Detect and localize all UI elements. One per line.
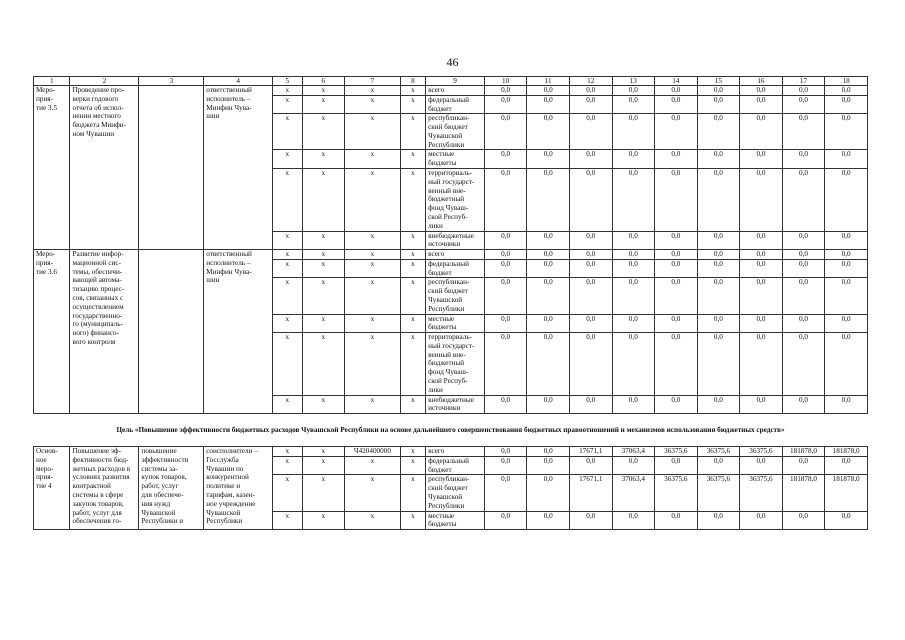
value-cell: 0,0: [740, 333, 783, 395]
value-cell: 0,0: [825, 169, 868, 231]
code-cell: x: [400, 231, 425, 250]
value-cell: 0,0: [527, 86, 570, 96]
code-cell: x: [345, 456, 401, 475]
value-cell: 0,0: [569, 95, 612, 114]
code-cell: x: [302, 333, 345, 395]
value-cell: 0,0: [612, 259, 655, 278]
value-cell: 0,0: [782, 150, 825, 169]
value-cell: 0,0: [697, 314, 740, 333]
code-cell: x: [345, 169, 401, 231]
code-cell: x: [400, 169, 425, 231]
value-cell: 0,0: [740, 95, 783, 114]
value-cell: 0,0: [484, 150, 527, 169]
value-cell: 0,0: [527, 511, 570, 530]
value-cell: 0,0: [655, 231, 698, 250]
code-cell: x: [302, 231, 345, 250]
value-cell: 0,0: [484, 259, 527, 278]
main-event-4-goal-indicator: повышение эффективности системы за- купок товаров, работ, услуг для обеспече- ния нужд Чувашской Республики и: [139, 447, 204, 530]
value-cell: 36375,6: [697, 447, 740, 457]
code-cell: x: [400, 475, 425, 511]
code-cell: x: [400, 456, 425, 475]
value-cell: 0,0: [782, 114, 825, 150]
value-cell: 0,0: [825, 395, 868, 414]
value-cell: 0,0: [782, 169, 825, 231]
code-cell: x: [273, 475, 302, 511]
code-cell: x: [273, 333, 302, 395]
value-cell: 0,0: [569, 169, 612, 231]
funding-source: внебюджетные источники: [426, 395, 485, 414]
code-cell: x: [302, 395, 345, 414]
code-cell: x: [302, 456, 345, 475]
event-3-6-executor: ответственный исполнитель – Минфин Чува- шии: [204, 250, 273, 414]
value-cell: 0,0: [782, 314, 825, 333]
event-3-5-goal-indicator: [139, 86, 204, 250]
code-cell: x: [345, 314, 401, 333]
value-cell: 0,0: [697, 278, 740, 314]
value-cell: 0,0: [740, 278, 783, 314]
column-number: 10: [484, 77, 527, 86]
event-3-6-goal-indicator: [139, 250, 204, 414]
value-cell: 0,0: [612, 169, 655, 231]
value-cell: 36375,6: [740, 475, 783, 511]
funding-source: республикан- ский бюджет Чувашской Республики: [426, 475, 485, 511]
funding-source: местные бюджеты: [426, 314, 485, 333]
value-cell: 0,0: [569, 150, 612, 169]
code-cell: x: [302, 278, 345, 314]
value-cell: 0,0: [484, 169, 527, 231]
value-cell: 0,0: [825, 86, 868, 96]
code-cell: x: [400, 333, 425, 395]
value-cell: 0,0: [484, 395, 527, 414]
value-cell: 17671,1: [569, 475, 612, 511]
code-cell: x: [400, 250, 425, 260]
funding-source: всего: [426, 86, 485, 96]
value-cell: 181878,0: [782, 447, 825, 457]
value-cell: 0,0: [825, 259, 868, 278]
code-cell: x: [400, 314, 425, 333]
value-cell: 0,0: [655, 278, 698, 314]
value-cell: 0,0: [527, 114, 570, 150]
column-number: 13: [612, 77, 655, 86]
value-cell: 0,0: [740, 250, 783, 260]
funding-source: территориаль- ный государст- венный вне- бюджетный фонд Чуваш- ской Респуб- лики: [426, 333, 485, 395]
value-cell: 0,0: [612, 86, 655, 96]
funding-source: всего: [426, 447, 485, 457]
value-cell: 0,0: [612, 395, 655, 414]
value-cell: 0,0: [569, 259, 612, 278]
value-cell: 0,0: [527, 395, 570, 414]
value-cell: 0,0: [655, 86, 698, 96]
value-cell: 0,0: [612, 333, 655, 395]
value-cell: 0,0: [569, 456, 612, 475]
funding-source: федеральный бюджет: [426, 456, 485, 475]
code-cell: x: [273, 511, 302, 530]
column-number: 11: [527, 77, 570, 86]
value-cell: 0,0: [697, 150, 740, 169]
value-cell: 0,0: [740, 395, 783, 414]
value-cell: 0,0: [655, 95, 698, 114]
code-cell: x: [273, 259, 302, 278]
value-cell: 0,0: [569, 114, 612, 150]
code-cell: x: [302, 447, 345, 457]
funding-source: республикан- ский бюджет Чувашской Республики: [426, 278, 485, 314]
column-number: 14: [655, 77, 698, 86]
value-cell: 0,0: [569, 511, 612, 530]
value-cell: 0,0: [655, 114, 698, 150]
value-cell: 0,0: [569, 278, 612, 314]
code-cell: x: [273, 395, 302, 414]
value-cell: 0,0: [825, 456, 868, 475]
value-cell: 0,0: [825, 511, 868, 530]
value-cell: 0,0: [484, 511, 527, 530]
value-cell: 0,0: [655, 395, 698, 414]
code-cell: x: [302, 250, 345, 260]
event-3-5-executor: ответственный исполнитель – Минфин Чува- шии: [204, 86, 273, 250]
code-cell: x: [345, 475, 401, 511]
value-cell: 0,0: [484, 456, 527, 475]
code-cell: x: [273, 150, 302, 169]
code-cell: x: [273, 86, 302, 96]
budget-table: [33, 76, 868, 530]
value-cell: 0,0: [484, 86, 527, 96]
funding-source: местные бюджеты: [426, 150, 485, 169]
code-cell: x: [302, 169, 345, 231]
column-number: 3: [139, 77, 204, 86]
value-cell: 0,0: [782, 95, 825, 114]
value-cell: 0,0: [655, 456, 698, 475]
funding-source: внебюджетные источники: [426, 231, 485, 250]
main-event-4-name: Повышение эф- фективности бюд- жетных расходов в условиях развития контрактной системы в сфере закупок товаров, работ, услуг для обеспечения го-: [70, 447, 139, 530]
code-cell: x: [345, 86, 401, 96]
column-number: 6: [302, 77, 345, 86]
value-cell: 181878,0: [782, 475, 825, 511]
value-cell: 0,0: [527, 447, 570, 457]
event-3-6-code: Меро- прия- тие 3.6: [34, 250, 70, 414]
value-cell: 0,0: [782, 259, 825, 278]
code-cell: x: [345, 333, 401, 395]
value-cell: 0,0: [612, 250, 655, 260]
value-cell: 37063,4: [612, 447, 655, 457]
code-cell: x: [345, 395, 401, 414]
column-number: 9: [426, 77, 485, 86]
column-number: 4: [204, 77, 273, 86]
value-cell: 0,0: [484, 231, 527, 250]
value-cell: 0,0: [655, 150, 698, 169]
code-cell: x: [345, 250, 401, 260]
code-cell: x: [345, 278, 401, 314]
value-cell: 0,0: [612, 150, 655, 169]
funding-source: федеральный бюджет: [426, 259, 485, 278]
value-cell: 0,0: [527, 314, 570, 333]
value-cell: 36375,6: [655, 475, 698, 511]
value-cell: 0,0: [612, 278, 655, 314]
value-cell: 0,0: [484, 278, 527, 314]
value-cell: 0,0: [740, 150, 783, 169]
value-cell: 0,0: [612, 456, 655, 475]
value-cell: 0,0: [655, 250, 698, 260]
value-cell: 0,0: [697, 114, 740, 150]
funding-source: федеральный бюджет: [426, 95, 485, 114]
value-cell: 0,0: [825, 95, 868, 114]
event-3-5-code: Меро- прия- тие 3.5: [34, 86, 70, 250]
code-cell: x: [345, 150, 401, 169]
column-number: 7: [345, 77, 401, 86]
code-cell: x: [400, 395, 425, 414]
value-cell: 0,0: [740, 86, 783, 96]
value-cell: 0,0: [740, 114, 783, 150]
code-cell: x: [345, 231, 401, 250]
column-number: 16: [740, 77, 783, 86]
table-row: [34, 86, 868, 96]
value-cell: 0,0: [697, 250, 740, 260]
value-cell: 0,0: [527, 333, 570, 395]
code-cell: x: [345, 511, 401, 530]
value-cell: 36375,6: [697, 475, 740, 511]
value-cell: 0,0: [697, 86, 740, 96]
value-cell: 0,0: [825, 150, 868, 169]
value-cell: 0,0: [782, 278, 825, 314]
value-cell: 0,0: [569, 250, 612, 260]
value-cell: 0,0: [697, 231, 740, 250]
table-row: [34, 250, 868, 260]
value-cell: 0,0: [697, 456, 740, 475]
value-cell: 0,0: [569, 395, 612, 414]
value-cell: 0,0: [697, 333, 740, 395]
code-cell: x: [273, 169, 302, 231]
value-cell: 0,0: [825, 250, 868, 260]
column-number: 12: [569, 77, 612, 86]
value-cell: 0,0: [740, 169, 783, 231]
code-cell: x: [302, 475, 345, 511]
column-number: 1: [34, 77, 70, 86]
value-cell: 0,0: [612, 511, 655, 530]
value-cell: 0,0: [697, 395, 740, 414]
code-cell: x: [273, 278, 302, 314]
value-cell: 0,0: [484, 314, 527, 333]
column-number: 15: [697, 77, 740, 86]
code-cell: x: [302, 150, 345, 169]
value-cell: 0,0: [484, 95, 527, 114]
value-cell: 0,0: [740, 511, 783, 530]
value-cell: 0,0: [612, 231, 655, 250]
value-cell: 0,0: [569, 333, 612, 395]
value-cell: 0,0: [527, 150, 570, 169]
value-cell: 0,0: [782, 250, 825, 260]
code-cell: x: [345, 259, 401, 278]
code-cell: x: [400, 114, 425, 150]
value-cell: 181878,0: [825, 447, 868, 457]
value-cell: 0,0: [655, 169, 698, 231]
column-number: 18: [825, 77, 868, 86]
value-cell: 0,0: [825, 278, 868, 314]
code-cell: x: [400, 511, 425, 530]
value-cell: 0,0: [484, 250, 527, 260]
value-cell: 36375,6: [740, 447, 783, 457]
value-cell: 0,0: [825, 231, 868, 250]
value-cell: 0,0: [740, 314, 783, 333]
value-cell: 0,0: [782, 395, 825, 414]
value-cell: 0,0: [612, 314, 655, 333]
code-cell: x: [345, 95, 401, 114]
funding-source: местные бюджеты: [426, 511, 485, 530]
code-cell: x: [273, 231, 302, 250]
code-cell: x: [273, 456, 302, 475]
value-cell: 0,0: [782, 231, 825, 250]
value-cell: 0,0: [655, 333, 698, 395]
value-cell: 0,0: [527, 278, 570, 314]
code-cell: x: [273, 95, 302, 114]
code-cell: x: [302, 95, 345, 114]
value-cell: 0,0: [697, 259, 740, 278]
value-cell: 0,0: [740, 231, 783, 250]
code-cell: x: [400, 278, 425, 314]
code-cell: x: [400, 95, 425, 114]
value-cell: 0,0: [527, 231, 570, 250]
code-cell: x: [400, 259, 425, 278]
code-cell: Ч420400000: [345, 447, 401, 457]
code-cell: x: [273, 314, 302, 333]
goal-heading: Цель «Повышение эффективности бюджетных расходов Чувашской Республики на основе дальнейшего совершенствования бюджетных правоотношений и механизмов использования бюджетных средств»: [116, 425, 785, 434]
value-cell: 0,0: [484, 447, 527, 457]
table-header-row: [34, 77, 868, 86]
column-number: 8: [400, 77, 425, 86]
value-cell: 0,0: [569, 86, 612, 96]
funding-source: всего: [426, 250, 485, 260]
value-cell: 36375,6: [655, 447, 698, 457]
funding-source: территориаль- ный государст- венный вне- бюджетный фонд Чуваш- ской Респуб- лики: [426, 169, 485, 231]
event-3-6-name: Развитие инфор- мационной сис- темы, обеспечи- вающей автома- тизацию процес- сов, связанных с осуществлением государственно- го (муниципаль- ного) финансо- вого контроля: [70, 250, 139, 414]
value-cell: 0,0: [484, 475, 527, 511]
code-cell: x: [302, 314, 345, 333]
value-cell: 17671,1: [569, 447, 612, 457]
value-cell: 0,0: [782, 456, 825, 475]
value-cell: 0,0: [697, 169, 740, 231]
main-event-4-code: Основ- ное меро- прия- тие 4: [34, 447, 70, 530]
code-cell: x: [345, 114, 401, 150]
value-cell: 0,0: [782, 511, 825, 530]
page-number: 46: [446, 55, 459, 69]
value-cell: 0,0: [825, 314, 868, 333]
value-cell: 0,0: [740, 456, 783, 475]
value-cell: 0,0: [697, 511, 740, 530]
code-cell: x: [273, 250, 302, 260]
value-cell: 0,0: [527, 475, 570, 511]
value-cell: 181878,0: [825, 475, 868, 511]
value-cell: 0,0: [655, 314, 698, 333]
code-cell: x: [302, 86, 345, 96]
code-cell: x: [302, 114, 345, 150]
event-3-5-name: Проведение про- верки годового отчета об испол- нении местного бюджета Минфи- ном Чувашии: [70, 86, 139, 250]
value-cell: 0,0: [655, 511, 698, 530]
value-cell: 0,0: [825, 333, 868, 395]
column-number: 2: [70, 77, 139, 86]
value-cell: 0,0: [527, 456, 570, 475]
value-cell: 0,0: [740, 259, 783, 278]
value-cell: 0,0: [484, 114, 527, 150]
value-cell: 0,0: [782, 86, 825, 96]
funding-source: республикан- ский бюджет Чувашской Республики: [426, 114, 485, 150]
table-row: [34, 447, 868, 457]
code-cell: x: [400, 150, 425, 169]
value-cell: 0,0: [527, 95, 570, 114]
value-cell: 0,0: [569, 231, 612, 250]
main-event-4-executor: соисполнители – Госслужба Чувашии по конкурентной политике и тарифам, казен- ное учреждение Чувашской Республики: [204, 447, 273, 530]
value-cell: 0,0: [527, 250, 570, 260]
value-cell: 0,0: [782, 333, 825, 395]
column-number: 5: [273, 77, 302, 86]
code-cell: x: [302, 511, 345, 530]
code-cell: x: [400, 86, 425, 96]
goal-row: [34, 414, 868, 447]
value-cell: 0,0: [527, 259, 570, 278]
code-cell: x: [302, 259, 345, 278]
code-cell: x: [273, 447, 302, 457]
value-cell: 0,0: [697, 95, 740, 114]
code-cell: x: [400, 447, 425, 457]
value-cell: 0,0: [527, 169, 570, 231]
value-cell: 37063,4: [612, 475, 655, 511]
value-cell: 0,0: [612, 95, 655, 114]
value-cell: 0,0: [825, 114, 868, 150]
column-number: 17: [782, 77, 825, 86]
value-cell: 0,0: [484, 333, 527, 395]
value-cell: 0,0: [655, 259, 698, 278]
code-cell: x: [273, 114, 302, 150]
value-cell: 0,0: [612, 114, 655, 150]
value-cell: 0,0: [569, 314, 612, 333]
